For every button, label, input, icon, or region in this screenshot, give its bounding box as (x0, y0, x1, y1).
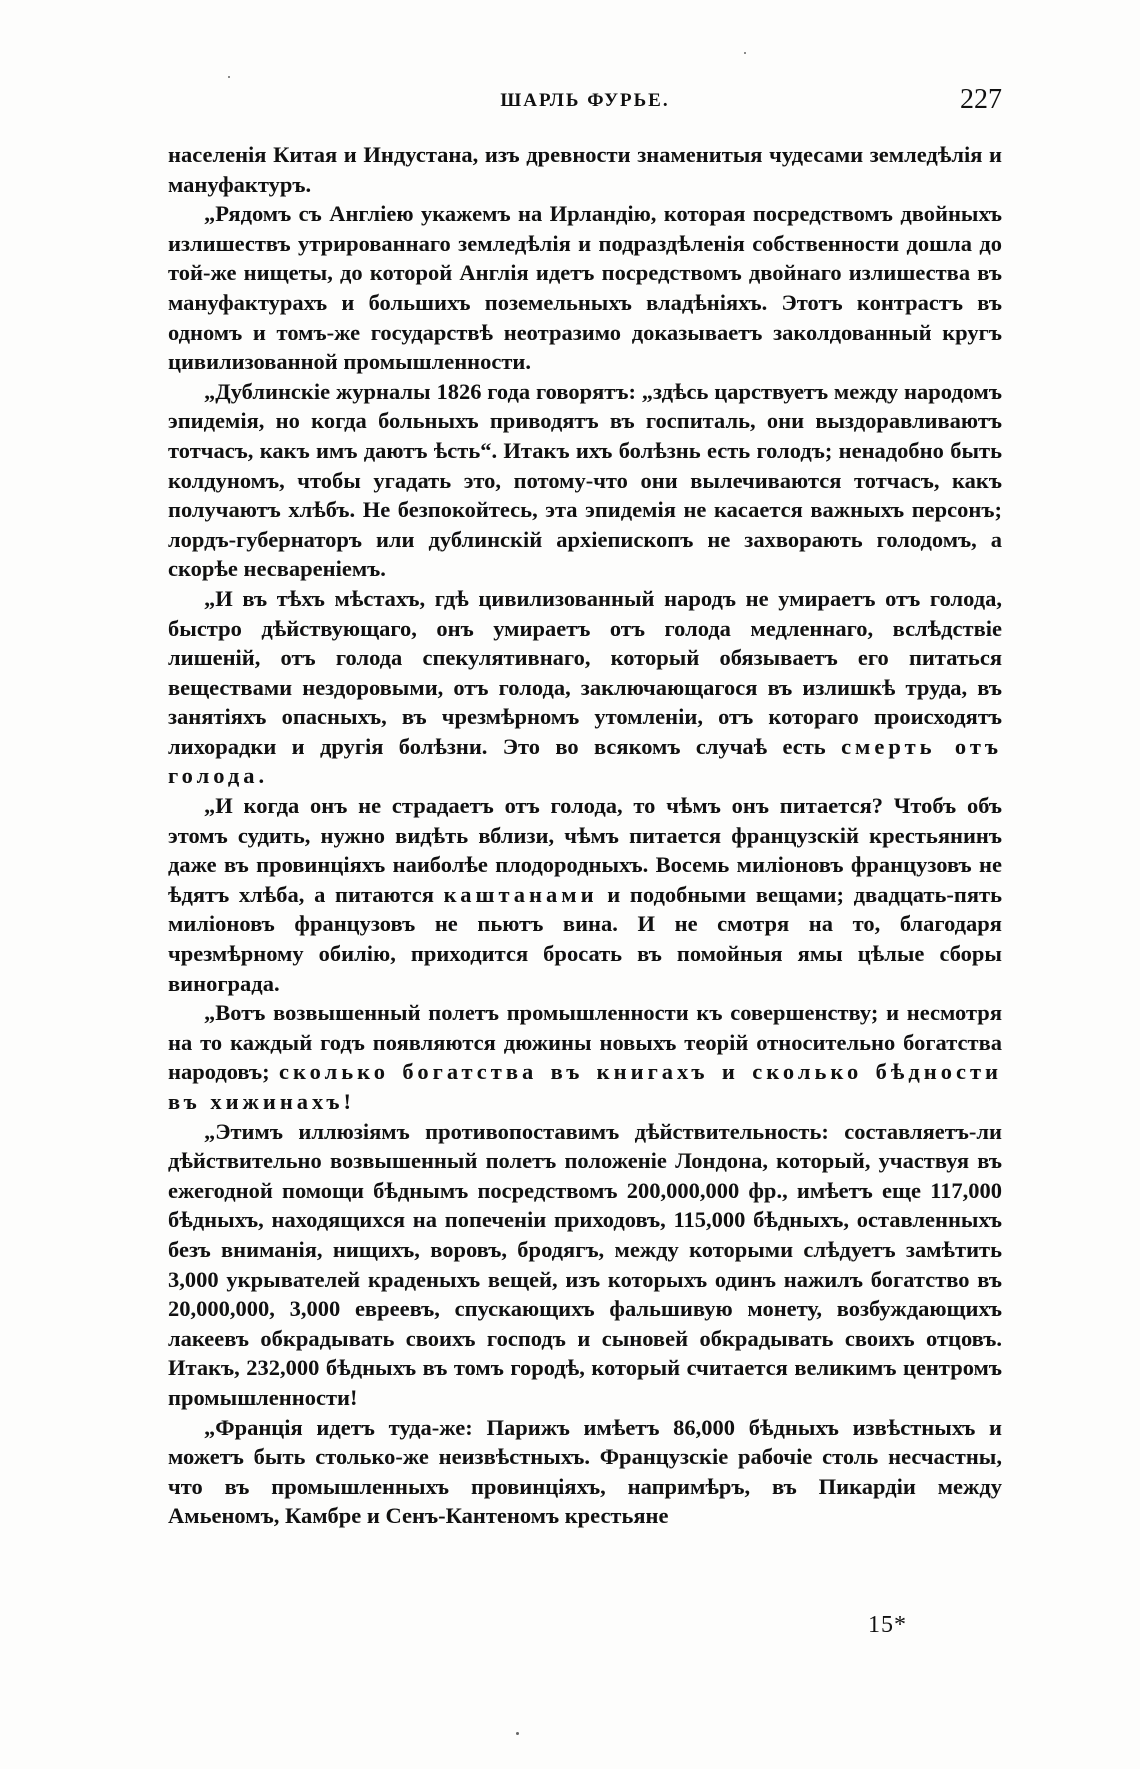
emphasis-chestnuts: каштанами (443, 881, 598, 907)
paragraph-8: „Франція идетъ туда-же: Парижъ имѣетъ 86,000 бѣдныхъ извѣстныхъ и можетъ быть столько-же неизвѣстныхъ. Французскіе рабочіе столь несчастны, что въ промышленныхъ провинціяхъ, напримѣръ, въ Пикардіи между Амьеномъ, Камбре и Сенъ-Кантеномъ крестьяне (168, 1414, 1002, 1529)
emphasis-death-by-hunger: смерть отъ голода. (168, 733, 1003, 789)
paragraph-1: населенія Китая и Индустана, изъ древности знаменитыя чудесами земледѣлія и мануфактуръ. (168, 142, 1002, 197)
emphasis-wealth-in-books: сколько богатства въ книгахъ и сколько бѣдности въ хижинахъ! (168, 1059, 1003, 1114)
paragraph-5-text: „И когда онъ не страдаетъ отъ голода, то чѣмъ онъ питается? Чтобъ объ этомъ судить, нужно видѣть вблизи, чѣмъ питается французскій крестьянинъ даже въ провинціяхъ наиболѣе плодородныхъ. Восемь миліоновъ французовъ не ѣдятъ хлѣба, а питаются (168, 793, 1002, 907)
page-number: 227 (960, 84, 1002, 115)
paragraph-7: „Этимъ иллюзіямъ противопоставимъ дѣйствительность: составляетъ-ли дѣйствительно возвышенный полетъ положеніе Лондона, который, участвуя въ ежегодной помощи бѣднымъ посредствомъ 200,000,000 фр., имѣетъ еще 117,000 бѣдныхъ, находящихся на попеченіи приходовъ, 115,000 бѣдныхъ, оставленныхъ безъ вниманія, нищихъ, воровъ, бродягъ, между которыми слѣдуетъ замѣтить 3,000 укрывателей краденыхъ вещей, изъ которыхъ одинъ нажилъ богатство въ 20,000,000, 3,000 евреевъ, спускающихъ фальшивую монету, возбуждающихъ лакеевъ обкрадывать своихъ господъ и сыновей обкрадывать своихъ отцовъ. Итакъ, 232,000 бѣдныхъ въ томъ городѣ, который считается великимъ центромъ промышленности! (168, 1118, 1002, 1410)
text-body (168, 140, 1002, 1531)
paragraph-6-text: „Вотъ возвышенный полетъ промышленности къ совершенству; и несмотря на то каждый годъ появляются дюжины новыхъ теорій относительно богатства народовъ; (168, 1000, 1002, 1085)
paragraph-5 (168, 791, 1002, 998)
paper-speck (516, 1732, 519, 1735)
paragraph-4 (168, 584, 1002, 791)
paper-speck (744, 52, 746, 54)
page-header (168, 84, 1002, 130)
signature-mark: 15* (868, 1612, 907, 1638)
paper-speck (228, 76, 230, 78)
paragraph-5-tail: и подобными вещами; двадцать-пять миліоновъ французовъ не пьютъ вина. И не смотря на то, благодаря чрезмѣрному обилію, приходится бросать въ помойныя ямы цѣлые сборы винограда. (168, 881, 1002, 996)
paragraph-2: „Рядомъ съ Англіею укажемъ на Ирландію, которая посредствомъ двойныхъ излишествъ утрированнаго земледѣлія и подраздѣленія собственности дошла до той-же нищеты, до которой Англія идетъ посредствомъ двойнаго излишества въ мануфактурахъ и большихъ поземельныхъ владѣніяхъ. Этотъ контрастъ въ одномъ и томъ-же государствѣ неотразимо доказываетъ заколдованный кругъ цивилизованной промышленности. (168, 201, 1002, 375)
paragraph-6 (168, 998, 1002, 1116)
running-title: ШАРЛЬ ФУРЬЕ. (500, 90, 670, 111)
paragraph-4-text: „И въ тѣхъ мѣстахъ, гдѣ цивилизованный народъ не умираетъ отъ голода, быстро дѣйствующаго, онъ умираетъ отъ голода медленнаго, вслѣдствіе лишеній, отъ голода спекулятивнаго, который обязываетъ его питаться веществами нездоровыми, отъ голода, заключающагося въ излишкѣ труда, въ занятіяхъ опасныхъ, въ чрезмѣрномъ утомленіи, отъ котораго происходятъ лихорадки и другія болѣзни. Это во всякомъ случаѣ есть (168, 585, 1002, 759)
paragraph-3: „Дублинскіе журналы 1826 года говорятъ: „здѣсь царствуетъ между народомъ эпидемія, но когда больныхъ приводятъ въ госпиталь, они выздоравливаютъ тотчасъ, какъ имъ даютъ ѣсть“. Итакъ ихъ болѣзнь есть голодъ; ненадобно быть колдуномъ, чтобы угадать это, потому-что они вылечиваются тотчасъ, какъ получаютъ хлѣбъ. Не безпокойтесь, эта эпидемія не касается важныхъ персонъ; лордъ-губернаторъ или дублинскій архіепископъ не захворають голодомъ, а скорѣе несвареніемъ. (168, 378, 1002, 582)
